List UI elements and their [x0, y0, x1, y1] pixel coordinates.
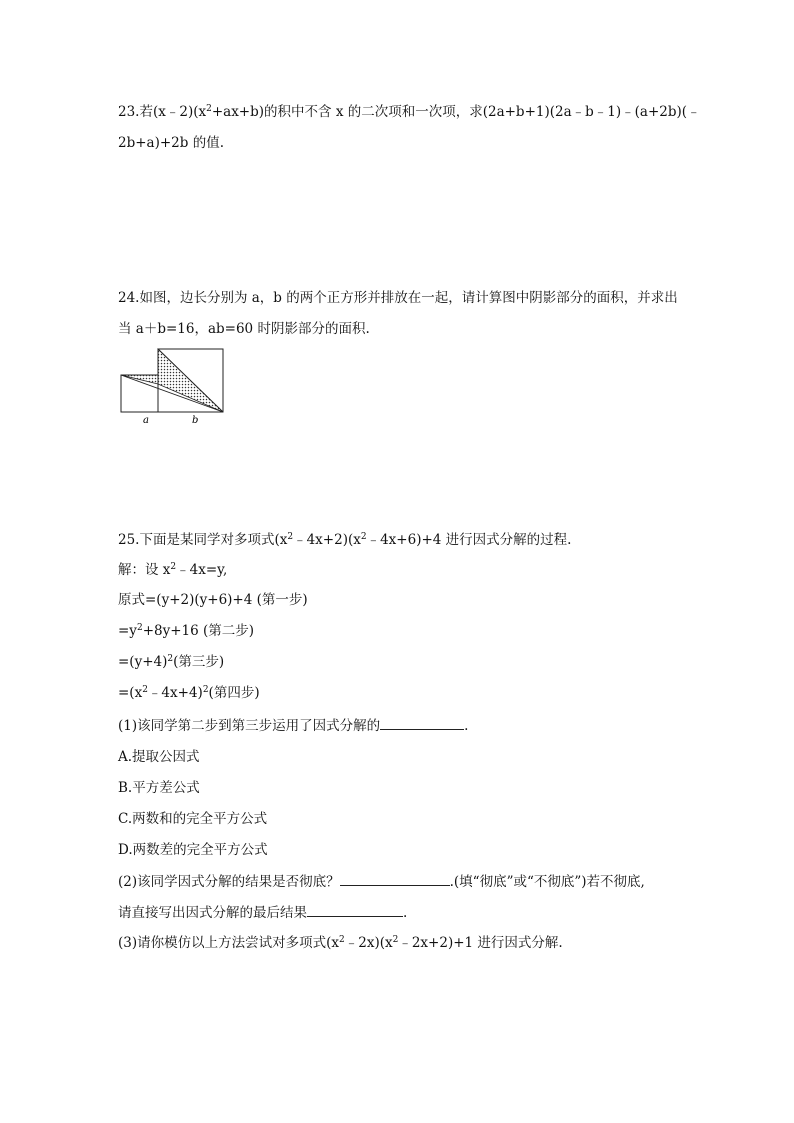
- option-c: C.两数和的完全平方公式: [118, 811, 268, 827]
- option-b: B.平方差公式: [118, 780, 200, 796]
- q25-step-3: $=(y+4)^2$(第三步): [118, 654, 225, 670]
- q25-part-2-line-2: 请直接写出因式分解的最后结果 .: [118, 905, 408, 921]
- q25-part-3: (3)请你模仿以上方法尝试对多项式$(x^2﹣2x)(x^2﹣2x+2)+1$ 进行因式分解.: [118, 935, 563, 951]
- q23-line-2: 2b+a)+2b 的值.: [118, 135, 224, 151]
- squares-figure: [118, 344, 228, 430]
- answer-blank-3[interactable]: [307, 903, 403, 917]
- q25-part-1: (1)该同学第二步到第三步运用了因式分解的 .: [118, 718, 469, 734]
- q25-part-2: (2)该同学因式分解的结果是否彻底？ .(填“彻底”或“不彻底”)若不彻底,: [118, 874, 645, 890]
- q25-step-1: 原式=(y+2)(y+6)+4 (第一步): [118, 592, 308, 608]
- option-d: D.两数差的完全平方公式: [118, 842, 268, 858]
- q25-step-2: $=y^2+8y+16$ (第二步): [118, 623, 255, 639]
- label-a: a: [143, 415, 149, 426]
- q24-line-2: 当 a＋b=16，ab=60 时阴影部分的面积.: [118, 321, 370, 337]
- q25-step-4: $=(x^2﹣4x+4)^2$(第四步): [118, 685, 260, 701]
- answer-blank-1[interactable]: [380, 716, 464, 730]
- label-b: b: [192, 415, 199, 426]
- q23-line-1: 23.若$(x﹣2)(x^2+ax+b)$的积中不含 x 的二次项和一次项，求(2a+b+1)(2a﹣b﹣1)﹣(a+2b)(﹣: [118, 104, 701, 120]
- q25-solution-let: 解：设 $x^2﹣4x=y$,: [118, 562, 228, 578]
- option-a: A.提取公因式: [118, 749, 200, 765]
- answer-blank-2[interactable]: [340, 872, 450, 886]
- q24-line-1: 24.如图，边长分别为 a，b 的两个正方形并排放在一起，请计算图中阴影部分的面积，并求出: [118, 290, 678, 306]
- q25-intro: 25.下面是某同学对多项式$(x^2﹣4x+2)(x^2﹣4x+6)+4$ 进行因式分解的过程.: [118, 532, 572, 548]
